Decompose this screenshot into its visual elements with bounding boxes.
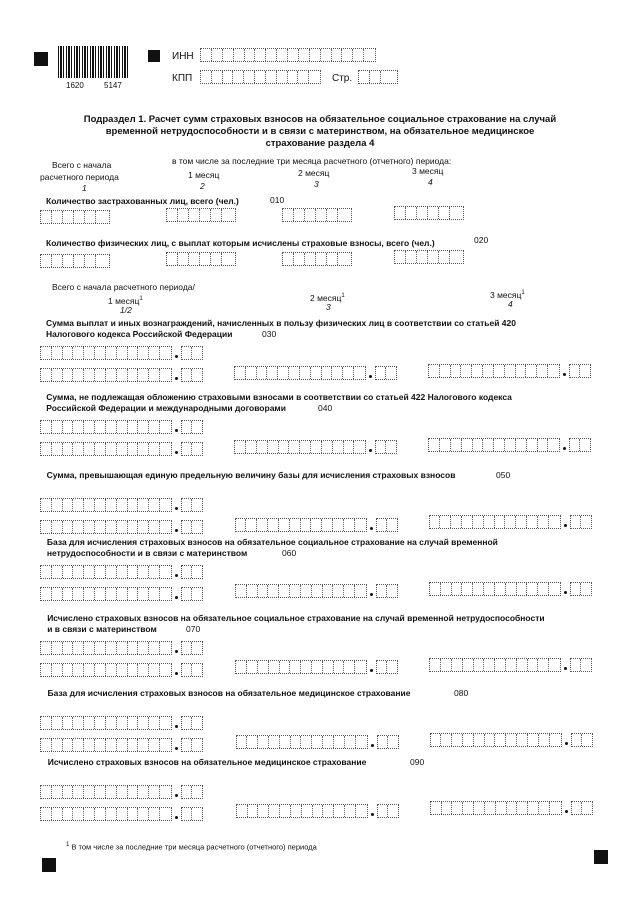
section-title-line-1: Подраздел 1. Расчет сумм страховых взносов на обязательное социальное страхование на случай	[83, 114, 557, 125]
row-070-total-kopecks[interactable]	[181, 641, 203, 655]
row-030-month1-integer[interactable]	[40, 368, 172, 382]
row-040-month2-integer[interactable]	[234, 440, 366, 454]
row-090-month3-decimal-point	[565, 810, 568, 813]
row-030-month3-kopecks[interactable]	[569, 364, 591, 378]
row-070-code: 070	[186, 624, 201, 634]
row-070-month3-integer[interactable]	[429, 658, 561, 672]
row-090-total-integer[interactable]	[40, 785, 172, 799]
row-030-label-line2: Налогового кодекса Российской Федерации	[46, 329, 233, 339]
row-020-code: 020	[474, 235, 489, 245]
row-090-month1-integer[interactable]	[40, 807, 172, 821]
row-020-month3-field[interactable]	[394, 250, 464, 264]
row-080-month2-kopecks[interactable]	[377, 735, 399, 749]
t2-col1-number: 1/2	[120, 305, 132, 315]
row-040-total-kopecks[interactable]	[181, 420, 203, 434]
row-080-month1-kopecks[interactable]	[181, 738, 203, 752]
row-030-month2-decimal-point	[369, 375, 372, 378]
row-080-code: 080	[454, 688, 469, 698]
section-title-line-2: временной нетрудоспособности и в связи с материнством, на обязательное медицинское	[105, 126, 535, 137]
row-060-month3-integer[interactable]	[429, 582, 561, 596]
row-050-total-integer[interactable]	[40, 498, 172, 512]
row-050-code: 050	[496, 470, 511, 480]
row-070-month2-decimal-point	[370, 669, 373, 672]
row-010-month2-field[interactable]	[282, 208, 352, 222]
row-060-code: 060	[282, 548, 297, 558]
row-070-month2-kopecks[interactable]	[376, 660, 398, 674]
row-060-label-line2: нетрудоспособности и в связи с материнством	[46, 548, 248, 558]
row-020-label: Количество физических лиц, с выплат которым исчислены страховые взносы, всего (чел.)	[46, 238, 435, 248]
row-040-month3-kopecks[interactable]	[569, 438, 591, 452]
row-030-code: 030	[262, 329, 277, 339]
row-020-month2-field[interactable]	[282, 252, 352, 266]
row-060-month2-integer[interactable]	[235, 584, 367, 598]
row-010-total-field[interactable]	[40, 210, 110, 224]
row-050-total-decimal-point	[175, 507, 178, 510]
row-080-label-line1: База для исчисления страховых взносов на обязательное медицинское страхование	[47, 688, 411, 698]
row-030-total-decimal-point	[175, 355, 178, 358]
row-050-month2-integer[interactable]	[235, 518, 367, 532]
row-070-label-line2: и в связи с материнством	[47, 624, 157, 634]
t1-month2-header: 2 месяц	[298, 168, 330, 178]
row-030-month2-kopecks[interactable]	[375, 366, 397, 380]
row-070-total-decimal-point	[175, 650, 178, 653]
row-060-month3-decimal-point	[564, 591, 567, 594]
row-040-total-decimal-point	[175, 429, 178, 432]
t1-col1-header-line2: расчетного периода	[40, 172, 119, 182]
corner-marker-top-left	[34, 52, 48, 66]
row-040-label-line1: Сумма, не подлежащая обложению страховыми взносами в соответствии со статьей 422 Налогового кодекса	[46, 392, 512, 402]
t1-group-header: в том числе за последние три месяца расчетного (отчетного) периода:	[172, 156, 452, 166]
row-060-total-integer[interactable]	[40, 565, 172, 579]
row-090-month2-integer[interactable]	[236, 804, 368, 818]
row-040-code: 040	[318, 403, 333, 413]
row-080-month1-integer[interactable]	[40, 738, 172, 752]
row-050-month2-kopecks[interactable]	[376, 518, 398, 532]
row-040-month2-decimal-point	[369, 449, 372, 452]
row-090-month3-integer[interactable]	[430, 801, 562, 815]
row-020-month1-field[interactable]	[166, 252, 236, 266]
row-040-month3-integer[interactable]	[428, 438, 560, 452]
t1-month1-number: 2	[200, 181, 205, 191]
row-080-month1-decimal-point	[175, 747, 178, 750]
row-070-month1-decimal-point	[175, 672, 178, 675]
row-050-month3-decimal-point	[564, 524, 567, 527]
corner-marker-top-middle	[148, 50, 160, 62]
row-040-total-integer[interactable]	[40, 420, 172, 434]
barcode-number-left: 1620	[66, 81, 84, 90]
row-050-month1-integer[interactable]	[40, 520, 172, 534]
row-050-month3-kopecks[interactable]	[570, 515, 592, 529]
row-030-month1-kopecks[interactable]	[181, 368, 203, 382]
row-060-month2-decimal-point	[370, 593, 373, 596]
row-080-total-kopecks[interactable]	[181, 716, 203, 730]
row-050-month1-kopecks[interactable]	[181, 520, 203, 534]
row-070-month2-integer[interactable]	[235, 660, 367, 674]
row-080-month2-decimal-point	[371, 744, 374, 747]
row-060-total-kopecks[interactable]	[181, 565, 203, 579]
row-070-total-integer[interactable]	[40, 641, 172, 655]
row-090-label-line1: Исчислено страховых взносов на обязательное медицинское страхование	[47, 757, 367, 767]
row-070-label-line1: Исчислено страховых взносов на обязательное социальное страхование на случай временной нетрудоспособности	[47, 613, 545, 623]
t1-col1-number: 1	[82, 183, 87, 193]
row-040-month1-integer[interactable]	[40, 442, 172, 456]
row-030-total-integer[interactable]	[40, 346, 172, 360]
row-050-month3-integer[interactable]	[429, 515, 561, 529]
row-040-label-line2: Российской Федерации и международными договорами	[46, 403, 286, 413]
kpp-field[interactable]	[200, 70, 321, 84]
inn-field[interactable]	[200, 48, 376, 62]
row-060-month1-integer[interactable]	[40, 587, 172, 601]
row-060-month1-kopecks[interactable]	[181, 587, 203, 601]
row-060-label-line1: База для исчисления страховых взносов на обязательное социальное страхование на случай временной	[46, 537, 498, 547]
section-title-line-3: страхование раздела 4	[265, 138, 375, 149]
row-080-month3-integer[interactable]	[430, 733, 562, 747]
row-090-month2-kopecks[interactable]	[377, 804, 399, 818]
page-number-field[interactable]	[358, 70, 398, 84]
row-040-month3-decimal-point	[563, 447, 566, 450]
t2-month2-header: 2 месяц$^1$	[310, 292, 345, 303]
row-030-month3-integer[interactable]	[428, 364, 560, 378]
row-090-total-kopecks[interactable]	[181, 785, 203, 799]
t1-month1-header: 1 месяц	[188, 170, 220, 180]
row-090-code: 090	[410, 757, 425, 767]
row-030-total-kopecks[interactable]	[181, 346, 203, 360]
row-010-month1-field[interactable]	[166, 208, 236, 222]
row-010-label: Количество застрахованных лиц, всего (чел.)	[46, 196, 239, 206]
row-080-month3-decimal-point	[565, 742, 568, 745]
row-060-month3-kopecks[interactable]	[570, 582, 592, 596]
row-090-month3-kopecks[interactable]	[571, 801, 593, 815]
row-050-month1-decimal-point	[175, 529, 178, 532]
barcode	[58, 46, 130, 78]
row-060-total-decimal-point	[175, 574, 178, 577]
row-080-total-integer[interactable]	[40, 716, 172, 730]
row-080-month3-kopecks[interactable]	[571, 733, 593, 747]
row-080-total-decimal-point	[175, 725, 178, 728]
t1-month3-number: 4	[428, 177, 433, 187]
row-010-code: 010	[270, 195, 285, 205]
row-030-month3-decimal-point	[563, 373, 566, 376]
row-030-label-line1: Сумма выплат и иных вознаграждений, начисленных в пользу физических лиц в соответствии со статьей 420	[46, 318, 516, 328]
barcode-number-right: 5147	[104, 81, 122, 90]
row-030-month1-decimal-point	[175, 377, 178, 380]
t2-month3-header: 3 месяц$^1$	[490, 289, 525, 300]
row-070-month3-kopecks[interactable]	[570, 658, 592, 672]
t1-col1-header-line1: Всего с начала	[52, 160, 112, 170]
row-040-month2-kopecks[interactable]	[375, 440, 397, 454]
corner-marker-bottom-left	[42, 858, 56, 872]
row-060-month1-decimal-point	[175, 596, 178, 599]
row-070-month3-decimal-point	[564, 667, 567, 670]
page-label: Стр.	[332, 73, 353, 84]
row-060-month2-kopecks[interactable]	[376, 584, 398, 598]
row-090-month1-kopecks[interactable]	[181, 807, 203, 821]
row-050-label-line1: Сумма, превышающая единую предельную величину базы для исчисления страховых взносов	[46, 470, 456, 480]
row-050-total-kopecks[interactable]	[181, 498, 203, 512]
inn-label: ИНН	[172, 51, 194, 62]
row-040-month1-decimal-point	[175, 451, 178, 454]
row-020-total-field[interactable]	[40, 254, 110, 268]
row-090-total-decimal-point	[175, 794, 178, 797]
corner-marker-bottom-right	[594, 850, 608, 864]
row-080-month2-integer[interactable]	[236, 735, 368, 749]
row-030-month2-integer[interactable]	[234, 366, 366, 380]
t2-col1-header-line1: Всего с начала расчетного периода/	[52, 282, 195, 292]
row-090-month2-decimal-point	[371, 813, 374, 816]
kpp-label: КПП	[172, 73, 193, 84]
row-070-month1-kopecks[interactable]	[181, 663, 203, 677]
row-070-month1-integer[interactable]	[40, 663, 172, 677]
row-010-month3-field[interactable]	[394, 206, 464, 220]
t1-month3-header: 3 месяц	[412, 166, 444, 176]
row-090-month1-decimal-point	[175, 816, 178, 819]
t2-month3-number: 4	[508, 299, 513, 309]
t1-month2-number: 3	[314, 179, 319, 189]
row-040-month1-kopecks[interactable]	[181, 442, 203, 456]
row-050-month2-decimal-point	[370, 527, 373, 530]
t2-month2-number: 3	[326, 302, 331, 312]
t2-col1-header-line2: 1 месяц$^1$	[108, 295, 143, 306]
footnote: $^1$ В том числе за последние три месяца расчетного (отчетного) периода	[66, 842, 317, 852]
